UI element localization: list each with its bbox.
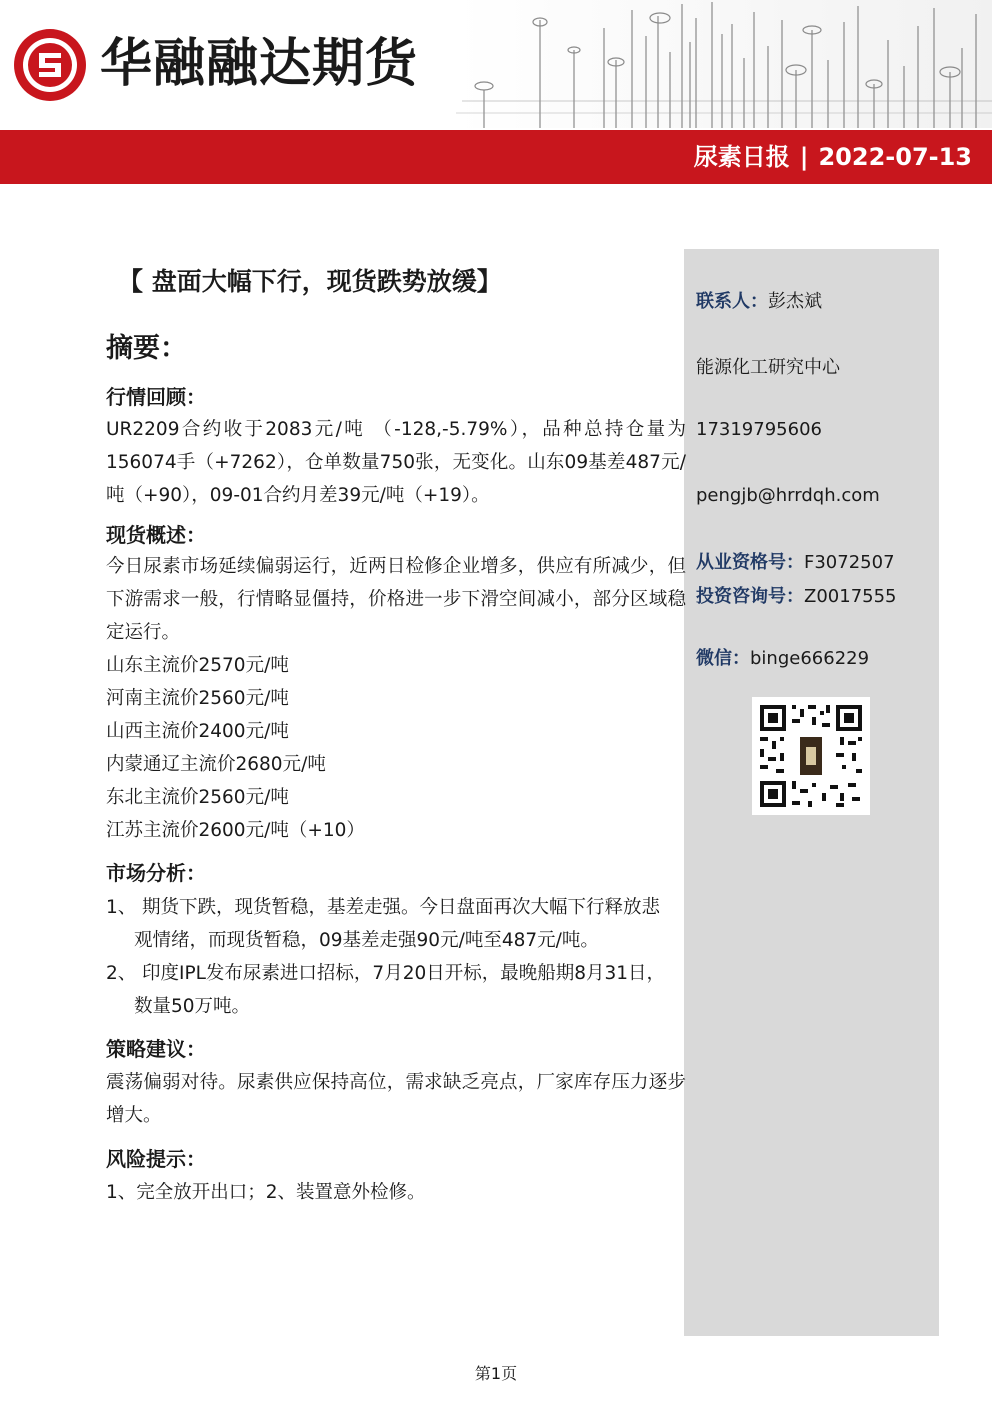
advisory-value: Z0017555 [804, 586, 897, 607]
email: pengjb@hrrdqh.com [696, 485, 880, 506]
price-line: 山西主流价2400元/吨 [106, 721, 289, 742]
page-number: 第1页 [474, 1364, 518, 1383]
company-name: 华融融达期货 [100, 34, 419, 94]
report-title-tag [694, 130, 972, 184]
wechat-label: 微信： [696, 648, 750, 669]
analysis-item [106, 957, 676, 1023]
wechat-row [696, 644, 869, 670]
report-date: 2022-07-13 [818, 143, 972, 171]
license-row [696, 548, 895, 574]
contact-label: 联系人： [696, 291, 768, 312]
price-line: 山东主流价2570元/吨 [106, 655, 289, 676]
analysis-item-text: 印度IPL发布尿素进口招标，7月20日开标，最晚船期8月31日，数量50万吨。 [134, 963, 666, 1017]
risk-text: 1、完全放开出口；2、装置意外检修。 [106, 1182, 426, 1203]
price-line: 河南主流价2560元/吨 [106, 688, 289, 709]
price-line: 东北主流价2560元/吨 [106, 787, 289, 808]
report-type: 尿素日报 [693, 143, 790, 171]
price-line: 江苏主流价2600元/吨（+10） [106, 820, 365, 841]
header-decoration [456, 0, 992, 128]
section-title-strategy: 策略建议： [106, 1037, 206, 1061]
phone: 17319795606 [696, 419, 822, 440]
headline: 【 盘面大幅下行，现货跌势放缓】 [118, 267, 502, 296]
department: 能源化工研究中心 [696, 357, 840, 378]
license-label: 从业资格号： [696, 552, 804, 573]
license-value: F3072507 [804, 552, 895, 573]
contact-name: 彭杰斌 [768, 291, 822, 312]
price-line: 内蒙通辽主流价2680元/吨 [106, 754, 326, 775]
separator: | [799, 143, 809, 171]
analysis-item-text: 期货下跌，现货暂稳，基差走强。今日盘面再次大幅下行释放悲观情绪，而现货暂稳，09基差走强90元/吨至487元/吨。 [134, 897, 661, 951]
spot-overview-text: 今日尿素市场延续偏弱运行，近两日检修企业增多，供应有所减少，但下游需求一般，行情略显僵持，价格进一步下滑空间减小，部分区域稳定运行。 [106, 556, 686, 643]
contact-row [696, 287, 822, 313]
section-title-market-analysis: 市场分析： [106, 861, 206, 885]
advisory-label: 投资咨询号： [696, 586, 804, 607]
analysis-item-number: 1、 [106, 897, 137, 918]
wechat-qr-code-icon [752, 697, 870, 815]
company-logo-icon [12, 27, 88, 103]
section-title-risk: 风险提示： [106, 1147, 206, 1171]
analysis-item [106, 891, 676, 957]
section-title-market-review: 行情回顾： [106, 385, 206, 409]
section-title-spot-overview: 现货概述： [106, 523, 206, 547]
analysis-item-number: 2、 [106, 963, 137, 984]
market-review-text: UR2209合约收于2083元/吨 （-128,-5.79%），品种总持仓量为156074手（+7262），仓单数量750张，无变化。山东09基差487元/吨（+90），09-01合约月差39元/吨（+19）。 [106, 419, 686, 506]
abstract-title: 摘要： [106, 333, 187, 364]
strategy-text: 震荡偏弱对待。尿素供应保持高位，需求缺乏亮点，厂家库存压力逐步增大。 [106, 1072, 686, 1126]
advisory-row [696, 582, 897, 608]
contact-sidebar [684, 249, 939, 1336]
wechat-value: binge666229 [750, 648, 870, 669]
